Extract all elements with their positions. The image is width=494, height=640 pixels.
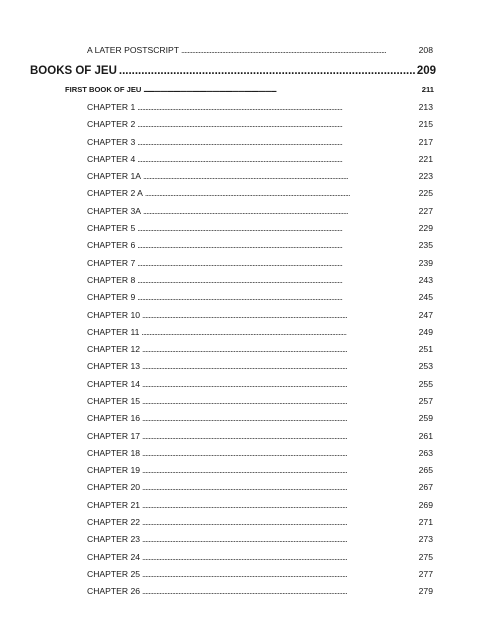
toc-entry-chapter[interactable] [87, 516, 433, 528]
toc-entry-chapter[interactable] [87, 464, 433, 476]
toc-entry-label: CHAPTER 18 [87, 447, 141, 458]
toc-page-number: 208 [418, 45, 433, 55]
toc-entry-chapter[interactable] [87, 343, 433, 355]
toc-entry-label: CHAPTER 23 [87, 534, 141, 545]
toc-page-number: 211 [421, 85, 434, 94]
dot-leader [137, 239, 416, 251]
toc-page-number: 261 [418, 430, 433, 441]
toc-entry-label: CHAPTER 11 [87, 326, 140, 337]
toc-entry-label: CHAPTER 12 [87, 344, 141, 355]
toc-entry-label: BOOKS OF JEU [30, 65, 117, 77]
dot-leader [142, 378, 417, 390]
toc-entry-postscript[interactable] [87, 44, 433, 56]
toc-entry-label: CHAPTER 5 [87, 223, 136, 233]
toc-page-number: 273 [418, 534, 433, 545]
toc-entry-chapter[interactable] [87, 187, 433, 199]
toc-entry-label: CHAPTER 24 [87, 551, 141, 562]
dot-leader [142, 481, 417, 493]
toc-entry-label: CHAPTER 3A [87, 205, 141, 216]
toc-entry-chapter[interactable] [87, 568, 433, 580]
toc-page-number: 245 [418, 292, 433, 303]
toc-entry-label: CHAPTER 6 [87, 240, 136, 251]
toc-entry-chapter[interactable] [87, 136, 433, 148]
toc-page-number: 247 [418, 309, 433, 320]
toc-page-number: 265 [418, 465, 433, 476]
toc-entry-label: CHAPTER 22 [87, 517, 141, 527]
dot-leader [141, 326, 416, 338]
dot-leader [142, 585, 417, 597]
toc-entry-label: CHAPTER 10 [87, 309, 141, 320]
toc-entry-chapter[interactable] [87, 360, 433, 372]
toc-entry-chapter[interactable] [87, 170, 433, 182]
toc-entry-chapter[interactable] [87, 447, 433, 459]
dot-leader [137, 118, 416, 130]
dot-leader [181, 44, 417, 56]
toc-page-number: 235 [418, 240, 433, 251]
toc-entry-chapter[interactable] [87, 309, 433, 321]
toc-entry-label: CHAPTER 19 [87, 465, 141, 476]
dot-leader [142, 360, 417, 372]
toc-page-number: 239 [418, 257, 433, 268]
toc-entry-label: CHAPTER 1 [87, 102, 136, 112]
dot-leader [145, 187, 417, 199]
toc-page-number: 251 [418, 344, 433, 355]
dot-leader [142, 464, 417, 476]
toc-entry-label: CHAPTER 3 [87, 136, 136, 147]
toc-entry-label: CHAPTER 9 [87, 292, 136, 303]
toc-entry-chapter[interactable] [87, 153, 433, 165]
toc-page-number: 275 [418, 551, 433, 562]
toc-entry-first-book-of-jeu[interactable] [65, 84, 434, 96]
dot-leader [142, 309, 417, 321]
dot-leader [142, 533, 417, 545]
toc-page-number: 269 [418, 499, 433, 510]
toc-entry-chapter[interactable] [87, 118, 433, 130]
toc-entry-chapter[interactable] [87, 239, 433, 251]
toc-page-number: 221 [418, 153, 433, 164]
dot-leader [143, 170, 417, 182]
toc-entry-chapter[interactable] [87, 274, 433, 286]
toc-entry-chapter[interactable] [87, 205, 433, 217]
toc-page-number: 243 [418, 274, 433, 285]
toc-entry-chapter[interactable] [87, 101, 433, 113]
toc-entry-label: CHAPTER 25 [87, 568, 141, 579]
dot-leader [143, 205, 417, 217]
dot-leader [142, 343, 417, 355]
toc-entry-label: CHAPTER 14 [87, 378, 141, 389]
dot-leader [137, 274, 416, 286]
toc-page-number: 225 [418, 188, 433, 199]
toc-entry-label: CHAPTER 15 [87, 395, 141, 406]
toc-page-number: 257 [418, 395, 433, 406]
toc-page-number: 267 [418, 482, 433, 493]
toc-entry-label: CHAPTER 4 [87, 153, 136, 164]
toc-entry-chapter[interactable] [87, 395, 433, 407]
toc-page-number: 259 [418, 413, 433, 424]
dot-leader [142, 499, 417, 511]
dot-leader [137, 291, 416, 303]
toc-page-number: 209 [416, 65, 436, 77]
dot-leader [142, 412, 417, 424]
dot-leader [119, 63, 415, 79]
toc-entry-label: CHAPTER 8 [87, 274, 136, 285]
toc-page-number: 263 [418, 447, 433, 458]
toc-entry-label: CHAPTER 20 [87, 482, 141, 493]
dot-leader [143, 84, 419, 96]
toc-entry-chapter[interactable] [87, 222, 433, 234]
dot-leader [142, 447, 417, 459]
toc-page-number: 229 [418, 223, 433, 233]
toc-entry-label: CHAPTER 21 [87, 499, 141, 510]
toc-page-number: 217 [418, 136, 433, 147]
toc-entry-label: CHAPTER 26 [87, 586, 141, 597]
toc-entry-chapter[interactable] [87, 291, 433, 303]
toc-page-number: 277 [418, 568, 433, 579]
toc-page-number: 213 [418, 102, 433, 112]
dot-leader [137, 257, 416, 269]
toc-entry-label: CHAPTER 2 A [87, 188, 143, 199]
toc-entry-chapter[interactable] [87, 533, 433, 545]
dot-leader [142, 568, 417, 580]
toc-entry-label: CHAPTER 2 [87, 119, 136, 130]
toc-page-number: 253 [418, 361, 433, 372]
dot-leader [142, 395, 417, 407]
toc-entry-chapter[interactable] [87, 257, 433, 269]
toc-entry-chapter[interactable] [87, 430, 433, 442]
toc-entry-label: CHAPTER 17 [87, 430, 141, 441]
toc-page-number: 271 [418, 517, 433, 527]
toc-entry-chapter[interactable] [87, 499, 433, 511]
toc-entry-chapter[interactable] [87, 551, 433, 563]
toc-page-number: 223 [418, 171, 433, 182]
toc-entry-chapter[interactable] [87, 585, 433, 597]
toc-entry-chapter[interactable] [87, 412, 433, 424]
toc-page-number: 215 [418, 119, 433, 130]
toc-entry-label: CHAPTER 13 [87, 361, 141, 372]
toc-entry-label: A LATER POSTSCRIPT [87, 45, 180, 55]
toc-entry-books-of-jeu[interactable] [30, 63, 436, 79]
toc-entry-label: CHAPTER 16 [87, 413, 141, 424]
dot-leader [142, 551, 417, 563]
dot-leader [142, 516, 417, 528]
toc-entry-chapter[interactable] [87, 481, 433, 493]
toc-page-number: 227 [418, 205, 433, 216]
toc-page-number: 279 [418, 586, 433, 597]
toc-entry-chapter[interactable] [87, 378, 433, 390]
toc-entry-label: CHAPTER 1A [87, 171, 141, 182]
dot-leader [137, 136, 416, 148]
dot-leader [137, 101, 416, 113]
toc-entry-label: CHAPTER 7 [87, 257, 136, 268]
dot-leader [137, 222, 416, 234]
dot-leader [137, 153, 416, 165]
toc-page-number: 249 [418, 326, 433, 337]
toc-entry-label: FIRST BOOK OF JEU [65, 85, 142, 94]
dot-leader [142, 430, 417, 442]
toc-entry-chapter[interactable] [87, 326, 433, 338]
toc-page-number: 255 [418, 378, 433, 389]
